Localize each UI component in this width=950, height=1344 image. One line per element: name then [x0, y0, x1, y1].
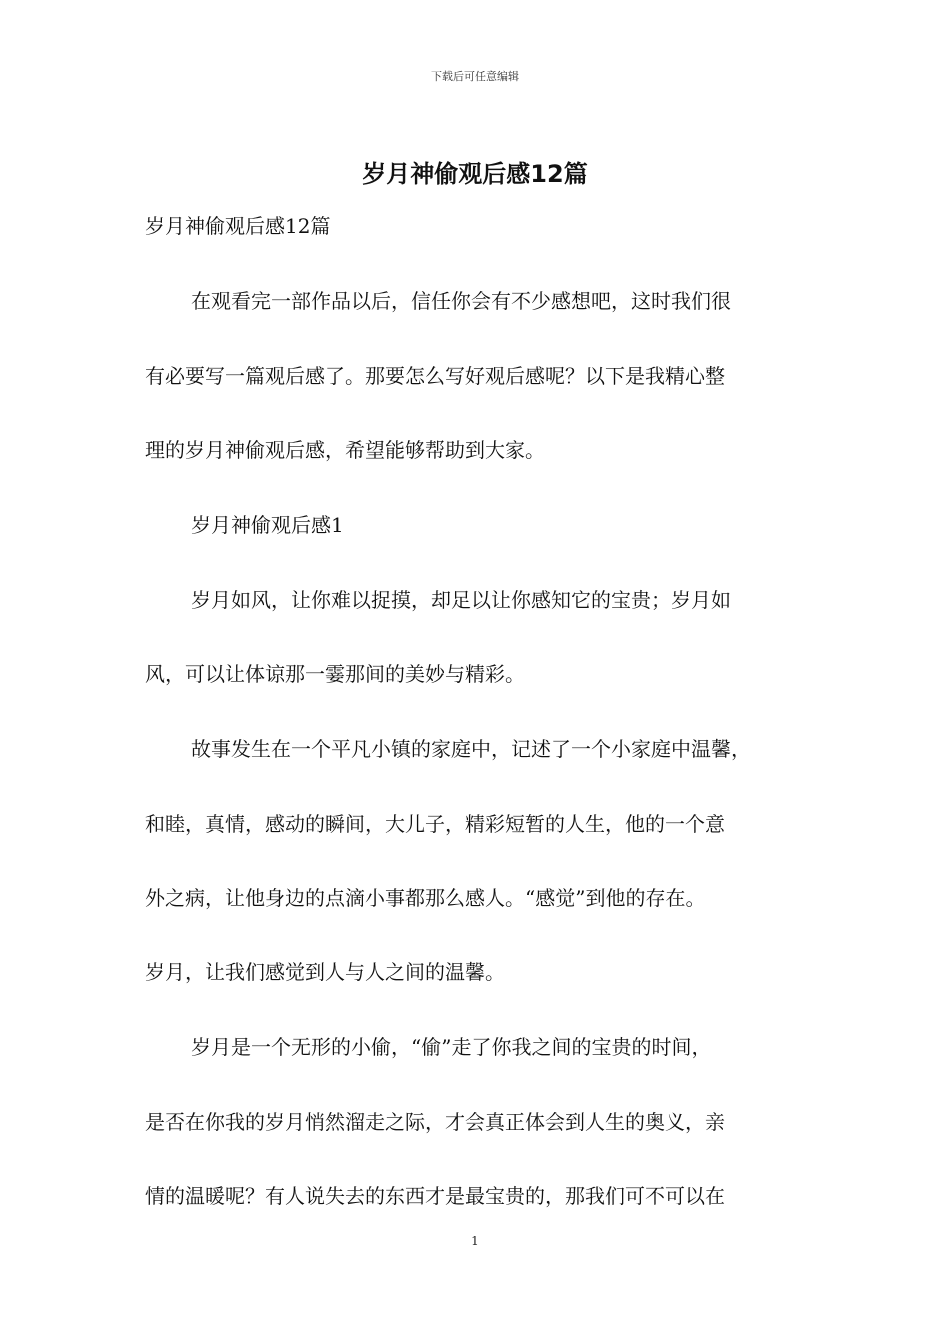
- paragraph-line: 外之病，让他身边的点滴小事都那么感人。“感觉”到他的存在。: [145, 886, 706, 910]
- section-heading: 岁月神偷观后感1: [191, 513, 344, 537]
- paragraph-line: 故事发生在一个平凡小镇的家庭中，记述了一个小家庭中温馨，: [191, 737, 751, 761]
- paragraph-line: 风，可以让体谅那一霎那间的美妙与精彩。: [145, 662, 525, 686]
- page-number: 1: [471, 1234, 479, 1248]
- document-title: 岁月神偷观后感12篇: [362, 160, 588, 188]
- page-header: 下载后可任意编辑: [431, 70, 519, 83]
- subtitle-line: 岁月神偷观后感12篇: [145, 214, 331, 238]
- paragraph-line: 和睦，真情，感动的瞬间，大儿子，精彩短暂的人生，他的一个意: [145, 812, 725, 836]
- paragraph-line: 情的温暖呢？有人说失去的东西才是最宝贵的，那我们可不可以在: [145, 1184, 725, 1208]
- paragraph-line: 理的岁月神偷观后感，希望能够帮助到大家。: [145, 438, 545, 462]
- paragraph-line: 有必要写一篇观后感了。那要怎么写好观后感呢？以下是我精心整: [145, 364, 725, 388]
- paragraph-line: 岁月如风，让你难以捉摸，却足以让你感知它的宝贵；岁月如: [191, 588, 731, 612]
- paragraph-line: 是否在你我的岁月悄然溜走之际，才会真正体会到人生的奥义，亲: [145, 1110, 725, 1134]
- paragraph-line: 岁月是一个无形的小偷，“偷”走了你我之间的宝贵的时间，: [191, 1035, 712, 1059]
- paragraph-line: 在观看完一部作品以后，信任你会有不少感想吧，这时我们很: [191, 289, 731, 313]
- paragraph-line: 岁月，让我们感觉到人与人之间的温馨。: [145, 960, 505, 984]
